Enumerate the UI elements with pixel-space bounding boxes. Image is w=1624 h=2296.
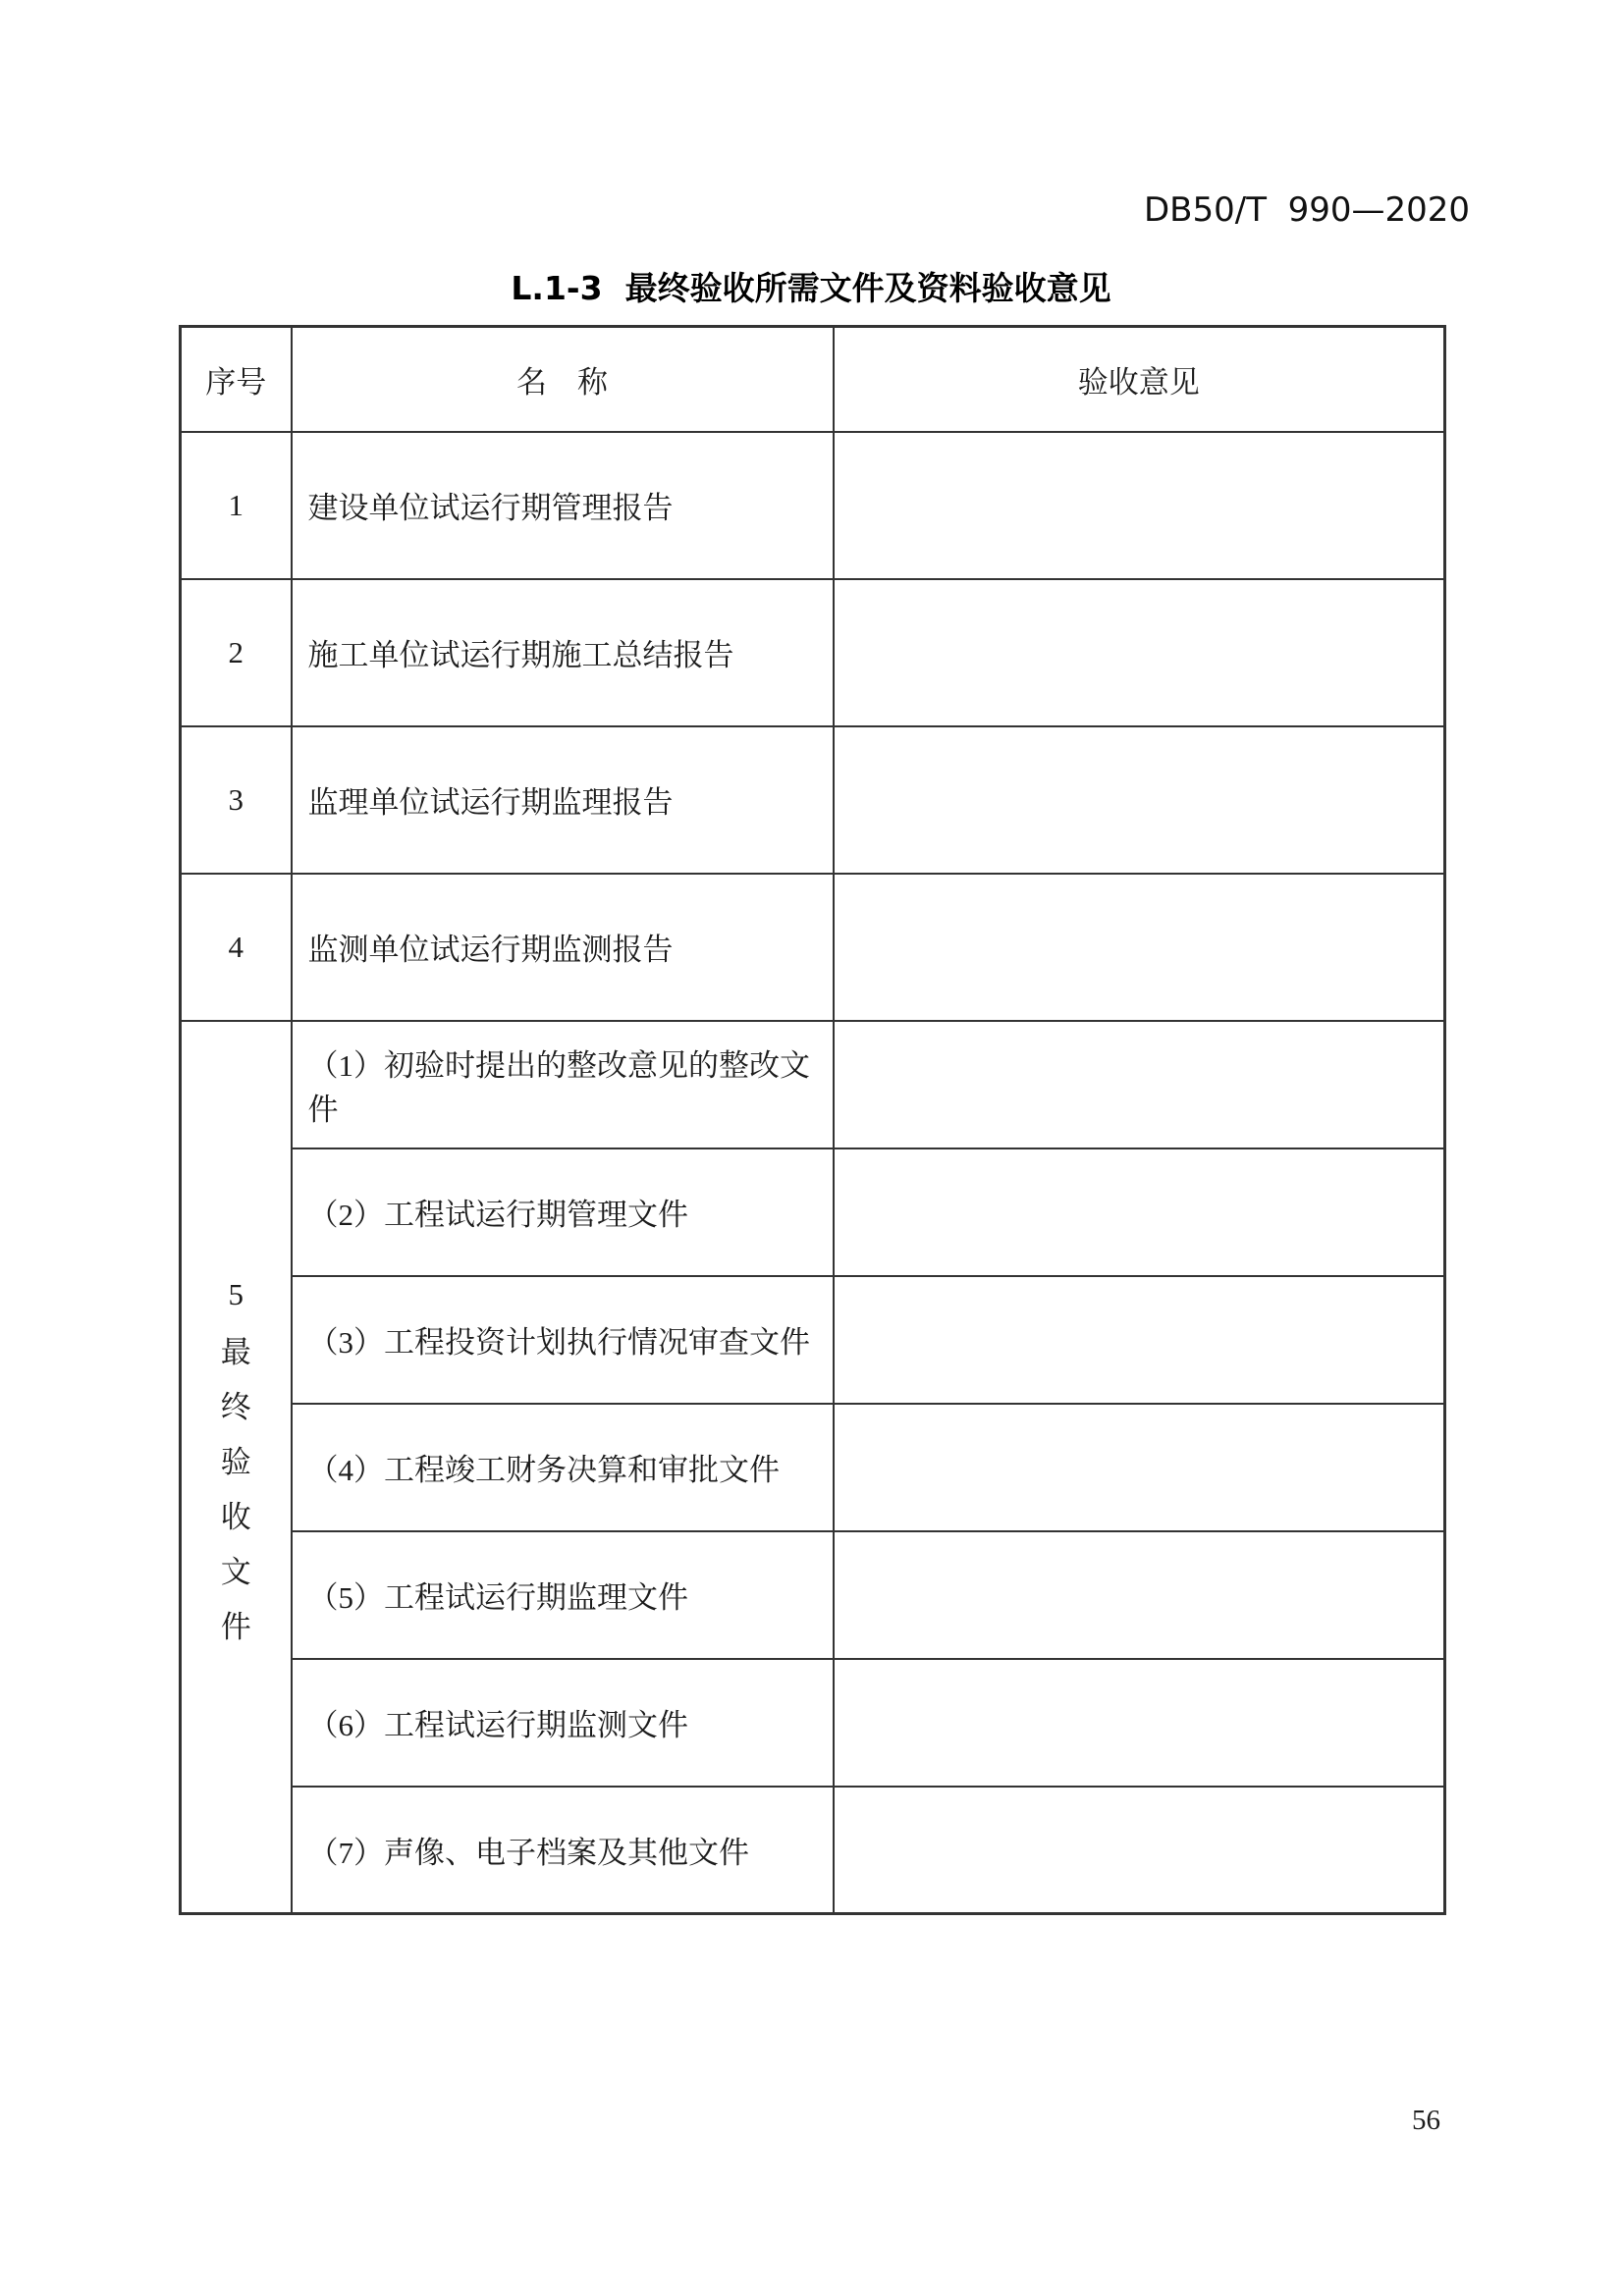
row-name: （4）工程竣工财务决算和审批文件 xyxy=(292,1404,834,1531)
header-row xyxy=(181,327,1445,432)
opinion-cell xyxy=(834,1787,1445,1914)
row-name: （5）工程试运行期监理文件 xyxy=(292,1531,834,1659)
opinion-cell xyxy=(834,1276,1445,1404)
row-name: 施工单位试运行期施工总结报告 xyxy=(292,579,834,726)
row-name: （6）工程试运行期监测文件 xyxy=(292,1659,834,1787)
standard-number: DB50/T 990—2020 xyxy=(1143,190,1470,230)
table-row xyxy=(181,1148,1445,1276)
row-number: 1 xyxy=(181,432,292,579)
opinion-cell xyxy=(834,579,1445,726)
table-row xyxy=(181,1404,1445,1531)
row-number: 3 xyxy=(181,726,292,874)
row-name: （1）初验时提出的整改意见的整改文件 xyxy=(292,1021,834,1148)
row-name: （7）声像、电子档案及其他文件 xyxy=(292,1787,834,1914)
group-number-cell xyxy=(181,1021,292,1914)
table-row xyxy=(181,726,1445,874)
row-number: 2 xyxy=(181,579,292,726)
table-title: L.1-3 最终验收所需文件及资料验收意见 xyxy=(511,269,1111,307)
header-no: 序号 xyxy=(181,327,292,432)
opinion-cell xyxy=(834,726,1445,874)
row-name: （3）工程投资计划执行情况审查文件 xyxy=(292,1276,834,1404)
opinion-cell xyxy=(834,1659,1445,1787)
row-name: （2）工程试运行期管理文件 xyxy=(292,1148,834,1276)
table-row xyxy=(181,874,1445,1021)
table-row xyxy=(181,1021,1445,1148)
row-name: 监测单位试运行期监测报告 xyxy=(292,874,834,1021)
opinion-cell xyxy=(834,1404,1445,1531)
opinion-cell xyxy=(834,1148,1445,1276)
opinion-cell xyxy=(834,432,1445,579)
group-label: 最终验收文件 xyxy=(220,1335,251,1645)
acceptance-table xyxy=(179,325,1446,1915)
opinion-cell xyxy=(834,874,1445,1021)
opinion-cell xyxy=(834,1531,1445,1659)
row-name: 建设单位试运行期管理报告 xyxy=(292,432,834,579)
table-row xyxy=(181,432,1445,579)
header-opinion: 验收意见 xyxy=(834,327,1445,432)
table-row xyxy=(181,1531,1445,1659)
table-row xyxy=(181,1659,1445,1787)
row-name: 监理单位试运行期监理报告 xyxy=(292,726,834,874)
table-row xyxy=(181,579,1445,726)
opinion-cell xyxy=(834,1021,1445,1148)
header-name: 名 称 xyxy=(292,327,834,432)
table-row xyxy=(181,1787,1445,1914)
table-row xyxy=(181,1276,1445,1404)
row-number: 4 xyxy=(181,874,292,1021)
page-number: 56 xyxy=(1412,2105,1440,2136)
group-number: 5 xyxy=(228,1277,244,1312)
